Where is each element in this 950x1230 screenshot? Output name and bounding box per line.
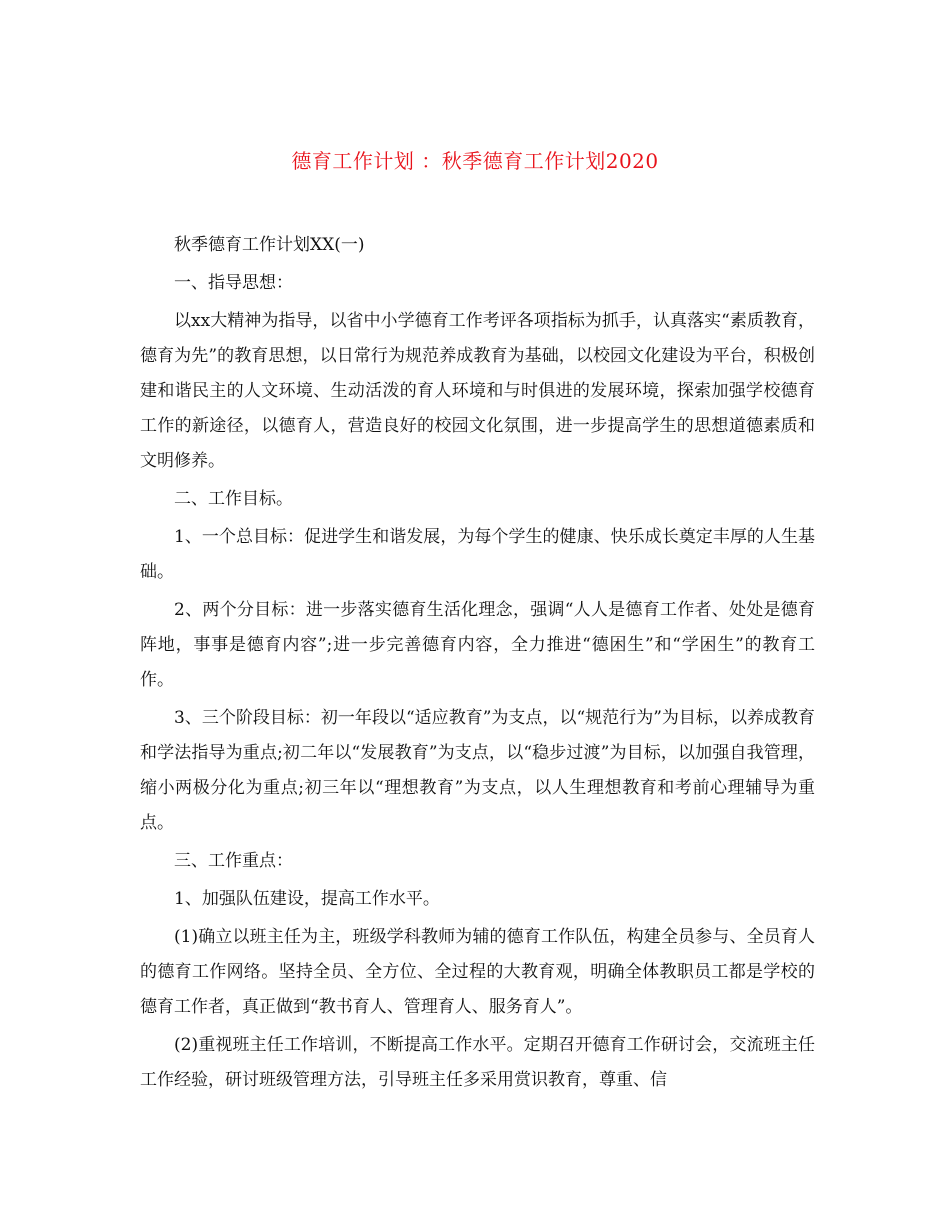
- document-body: [140, 228, 815, 1101]
- paragraph-focus-1-item-1: (1)确立以班主任为主，班级学科教师为辅的德育工作队伍，构建全员参与、全员育人的德育工作网络。坚持全员、全方位、全过程的大教育观，明确全体教职员工都是学校的德育工作者，真正做到“教书育人、管理育人、服务育人”。: [140, 927, 815, 1017]
- heading-work-focus: 三、工作重点：: [174, 851, 293, 871]
- paragraph-goal-1: 1、一个总目标：促进学生和谐发展，为每个学生的健康、快乐成长奠定丰厚的人生基础。: [140, 527, 815, 582]
- paragraph-goal-2: 2、两个分目标：进一步落实德育生活化理念，强调“人人是德育工作者、处处是德育阵地，事事是德育内容”;进一步完善德育内容，全力推进“德困生”和“学困生”的教育工作。: [140, 600, 815, 690]
- section-subtitle: 秋季德育工作计划XX(一): [174, 235, 365, 255]
- paragraph-guiding-ideology: 以xx大精神为指导，以省中小学德育工作考评各项指标为抓手，认真落实“素质教育，德育为先”的教育思想，以日常行为规范养成教育为基础，以校园文化建设为平台，积极创建和谐民主的人文环境、生动活泼的育人环境和与时俱进的发展环境，探索加强学校德育工作的新途径，以德育人，营造良好的校园文化氛围，进一步提高学生的思想道德素质和文明修养。: [140, 311, 815, 471]
- document-title: 德育工作计划 ：秋季德育工作计划2020: [291, 149, 659, 173]
- paragraph-focus-1-item-2: (2)重视班主任工作培训，不断提高工作水平。定期召开德育工作研讨会，交流班主任工作经验，研讨班级管理方法，引导班主任多采用赏识教育，尊重、信: [140, 1035, 815, 1090]
- paragraph-focus-1: 1、加强队伍建设，提高工作水平。: [174, 889, 440, 909]
- heading-guiding-ideology: 一、指导思想：: [174, 273, 293, 293]
- paragraph-goal-3: 3、三个阶段目标：初一年段以“适应教育”为支点，以“规范行为”为目标，以养成教育和学法指导为重点;初二年以“发展教育”为支点，以“稳步过渡”为目标，以加强自我管理，缩小两极分化为重点;初三年以“理想教育”为支点，以人生理想教育和考前心理辅导为重点。: [140, 708, 815, 833]
- heading-work-goals: 二、工作目标。: [174, 489, 293, 509]
